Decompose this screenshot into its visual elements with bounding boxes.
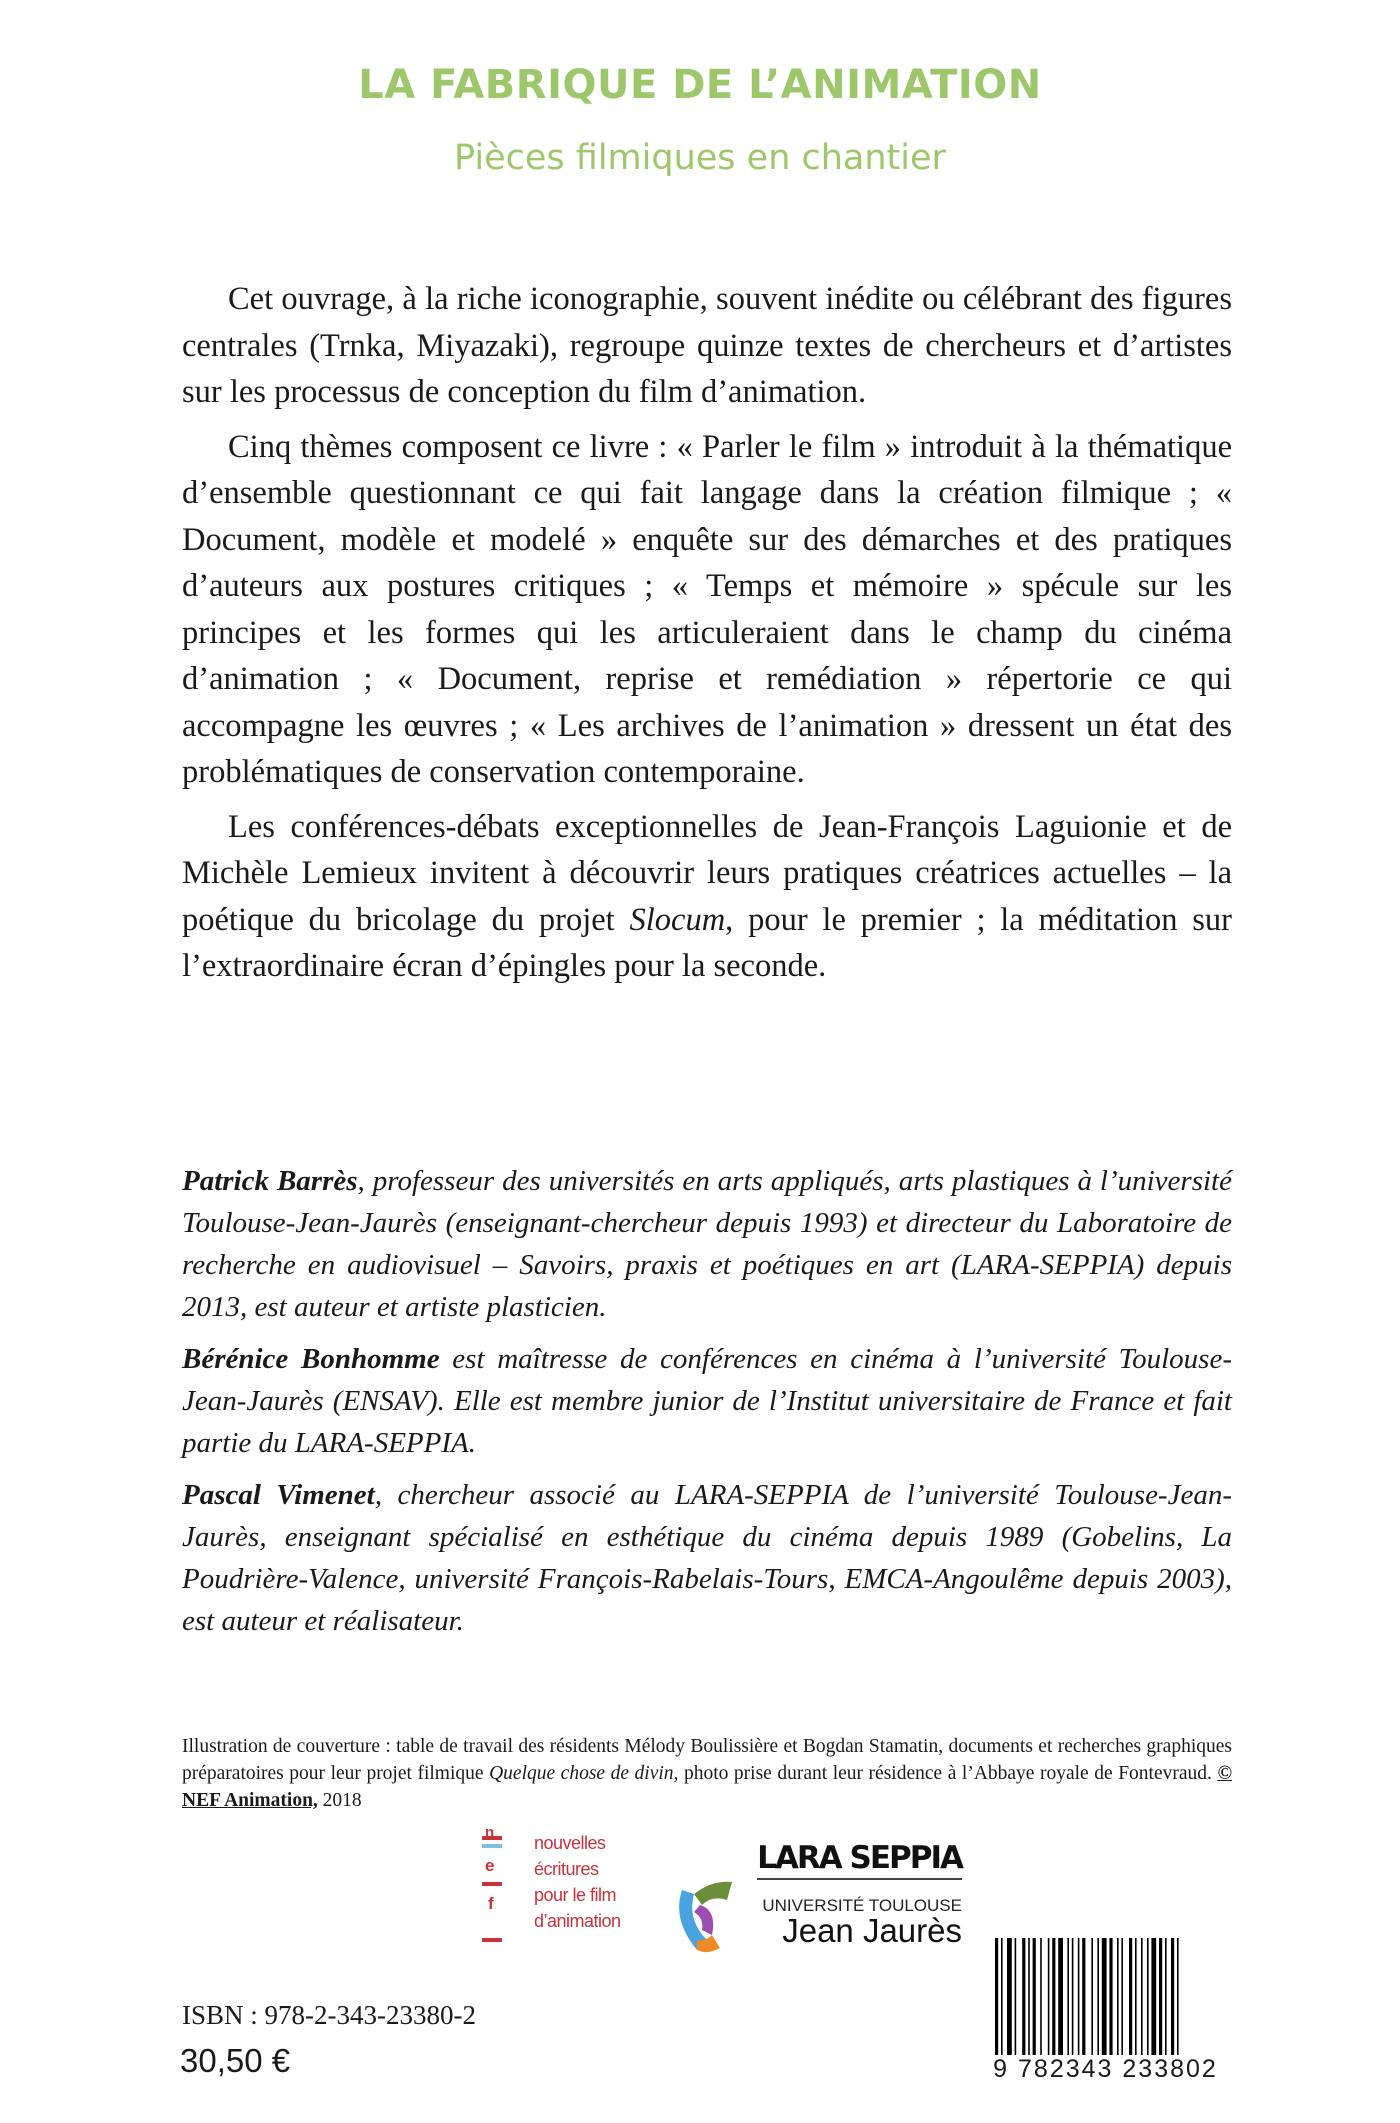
barcode-bar — [1121, 1938, 1123, 2063]
barcode-bar — [1082, 1938, 1085, 2063]
author-bio — [182, 1474, 1232, 1642]
barcode — [983, 1938, 1228, 2083]
barcode-bar — [1052, 1938, 1055, 2063]
text: , pour le premier ; la méditation sur l’extraordinaire écran d’épingles pour la seconde. — [182, 901, 1232, 984]
summary-paragraph — [182, 804, 1232, 990]
author-name: Patrick Barrès — [182, 1165, 358, 1197]
price: 30,50 € — [180, 2042, 291, 2079]
barcode-bar — [1007, 1938, 1012, 2063]
barcode-bar — [1078, 1938, 1080, 2063]
lara-seppia-logo — [672, 1840, 962, 1950]
barcode-bar — [1177, 1938, 1179, 2063]
barcode-bar — [1040, 1938, 1042, 2063]
book-title: LA FABRIQUE DE L’ANIMATION — [358, 62, 1042, 108]
barcode-bar — [1022, 1938, 1025, 2063]
logo-line: d’animation — [534, 1911, 621, 1931]
author-name: Pascal Vimenet — [182, 1479, 375, 1511]
summary-paragraph: Cinq thèmes composent ce livre : « Parler le film » introduit à la thématique d’ensemble questionnant ce qui fait langage dans la création filmique ; « Document, modèle et modelé » enquête sur des démarches et des pratiques d’auteurs aux postures critiques ; « Temps et mémoire » spécule sur les principes et les formes qui les articuleraient dans le champ du cinéma d’animation ; « Document, reprise et remédiation » répertorie ce qui accompagne les œuvres ; « Les archives de l’animation » dressent un état des problématiques de conservation contemporaine. — [182, 428, 1232, 790]
cover-credits — [182, 1733, 1232, 1814]
barcode-bar — [1129, 1938, 1132, 2063]
nef-letter: f — [488, 1894, 494, 1913]
barcode-bar — [1151, 1938, 1156, 2063]
nef-animation-logo — [482, 1824, 662, 1950]
nef-letter: n — [485, 1824, 495, 1841]
nef-text — [534, 1830, 621, 1934]
barcode-bar — [1001, 1938, 1003, 2063]
nef-letter: e — [485, 1856, 495, 1875]
logo-line: écritures — [534, 1859, 599, 1879]
film-title: Quelque chose de divin — [489, 1763, 674, 1784]
bio-text: est maîtresse de conférences en cinéma à l’université Toulouse-Jean-Jaurès (ENSAV). Elle est membre junior de l’Institut universitaire de France et fait partie du LARA-SEPPIA. — [182, 1343, 1232, 1459]
barcode-bar — [1117, 1938, 1119, 2063]
barcode-bar — [1072, 1938, 1074, 2063]
university-name-2: Jean Jaurès — [782, 1912, 962, 1949]
logo-line: nouvelles — [534, 1833, 606, 1853]
logo-bar — [482, 1844, 502, 1848]
barcode-bar — [1165, 1938, 1167, 2063]
year: 2018 — [317, 1790, 362, 1811]
barcode-bar — [1067, 1938, 1069, 2063]
barcode-bar — [1028, 1938, 1030, 2063]
summary-text — [182, 276, 1232, 998]
text: Les conférences-débats exceptionnelles de Jean-François Laguionie et de Michèle Lemieux invitent à découvrir leurs pratiques créatrices actuelles – la poétique du bricolage du projet — [182, 808, 1232, 938]
barcode-number: 9 782343 233802 — [983, 2055, 1228, 2083]
barcode-bar — [1102, 1938, 1107, 2063]
logo-line: pour le film — [534, 1885, 617, 1905]
bio-text: , professeur des universités en arts appliqués, arts plastiques à l’université Toulouse-Jean-Jaurès (enseignant-chercheur depuis 1993) et directeur du Laboratoire de recherche en audiovisuel – Savoirs, praxis et poétiques en art (LARA-SEPPIA) depuis 2013, est auteur et artiste plasticien. — [182, 1165, 1232, 1323]
barcode-bar — [1109, 1938, 1112, 2063]
logo-bar — [482, 1882, 502, 1886]
university-name: UNIVERSITÉ TOULOUSE — [762, 1896, 962, 1915]
isbn: ISBN : 978-2-343-23380-2 — [182, 2000, 476, 2030]
barcode-bar — [1097, 1938, 1099, 2063]
author-name: Bérénice Bonhomme — [182, 1343, 440, 1375]
barcode-bar — [1091, 1938, 1093, 2063]
barcode-bar — [1058, 1938, 1063, 2063]
barcode-bar — [1135, 1938, 1137, 2063]
text: Illustration de couverture : table de travail des résidents Mélody Boulissière et Bogdan Stamatin, documents et recherches graphiques préparatoires pour leur projet filmique — [182, 1736, 1232, 1784]
barcode-bar — [1048, 1938, 1050, 2063]
logo-bar — [482, 1938, 502, 1942]
copyright: © NEF Animation, — [182, 1763, 1233, 1811]
author-bios — [182, 1160, 1232, 1652]
barcode-bar — [1033, 1938, 1036, 2063]
university-swirl-icon — [672, 1880, 742, 1955]
summary-paragraph: Cet ouvrage, à la riche iconographie, souvent inédite ou célébrant des figures centrales (Trnka, Miyazaki), regroupe quinze textes de chercheurs et d’artistes sur les processus de conception du film d’animation. — [182, 281, 1232, 410]
barcode-bar — [1015, 1938, 1017, 2063]
barcode-bar — [1141, 1938, 1143, 2063]
author-bio — [182, 1160, 1232, 1328]
barcode-bar — [1147, 1938, 1149, 2063]
bio-text: , chercheur associé au LARA-SEPPIA de l’université Toulouse-Jean-Jaurès, enseignant spécialisé en esthétique du cinéma depuis 1989 (Gobelins, La Poudrière-Valence, université François-Rabelais-Tours, EMCA-Angoulême depuis 2003), est auteur et réalisateur. — [182, 1479, 1232, 1637]
barcode-bar — [1159, 1938, 1162, 2063]
barcode-bar — [1171, 1938, 1174, 2063]
film-title: Slocum — [629, 901, 726, 938]
book-subtitle: Pièces filmiques en chantier — [454, 138, 946, 178]
lara-seppia-title: LARA SEPPIA — [757, 1840, 962, 1880]
author-bio — [182, 1338, 1232, 1464]
barcode-bars — [983, 1938, 1228, 2063]
barcode-bar — [995, 1938, 998, 2063]
text: , photo prise durant leur résidence à l’Abbaye royale de Fontevraud. — [673, 1763, 1218, 1784]
